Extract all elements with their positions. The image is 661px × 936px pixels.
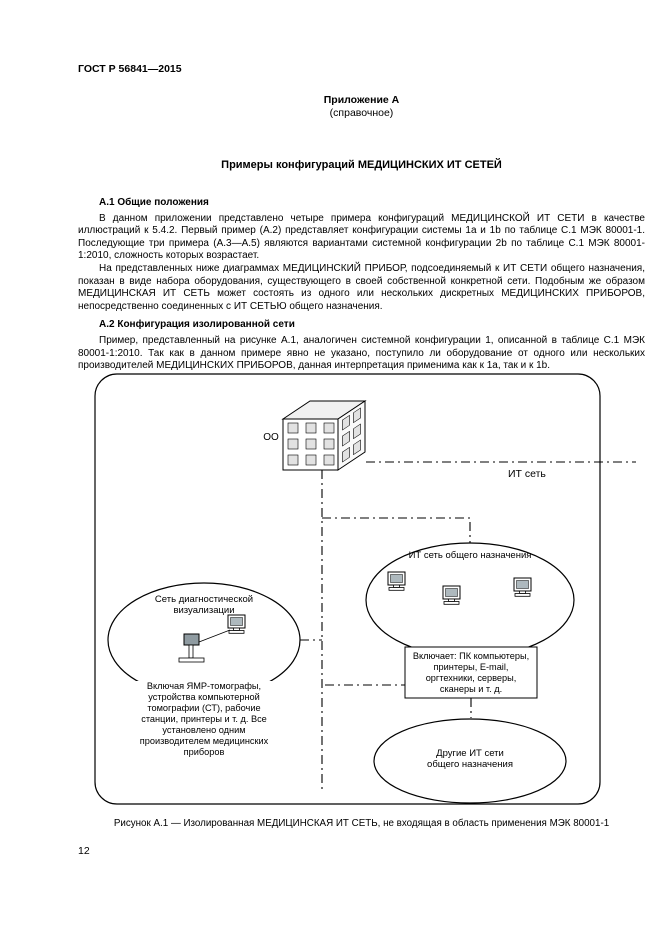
page-title: Примеры конфигураций МЕДИЦИНСКИХ ИТ СЕТЕЙ — [221, 159, 502, 171]
general-network-label: ИТ сеть общего назначения — [408, 550, 532, 561]
building-icon — [283, 401, 365, 470]
other-networks-label: Другие ИТ сети общего назначения — [427, 748, 513, 770]
diagnostic-network-label: Сеть диагностической визуализации — [154, 594, 254, 616]
appendix-type: (справочное) — [329, 107, 394, 119]
computer-icon — [514, 578, 531, 596]
appendix-label: Приложение А — [323, 94, 400, 106]
computer-icon — [228, 615, 245, 633]
section-heading-a1: А.1 Общие положения — [99, 197, 209, 208]
computer-icon — [388, 572, 405, 590]
figure-caption: Рисунок А.1 — Изолированная МЕДИЦИНСКАЯ ИТ СЕТЬ, не входящая в область применения МЭК 80001-1 — [113, 818, 610, 829]
building-label: ОО — [263, 432, 279, 443]
figure-a1 — [78, 372, 645, 810]
page-number: 12 — [78, 845, 90, 857]
body-text — [78, 191, 645, 373]
section-heading-a2: А.2 Конфигурация изолированной сети — [99, 319, 295, 331]
paragraph: На представленных ниже диаграммах МЕДИЦИНСКИЙ ПРИБОР, подсоединяемый к ИТ СЕТИ общего назначения, показан в виде набора оборудования, существующего в своей собственной конкретной сети. Подобным же образом МЕДИЦИНСКАЯ ИТ СЕТЬ может состоять из одного или нескольких дискретных МЕДИЦИНСКИХ ПРИБОРОВ, непосредственно соединенных с ИТ СЕТЬЮ общего назначения. — [78, 262, 645, 312]
document-header: ГОСТ Р 56841—2015 — [78, 63, 182, 75]
paragraph: Пример, представленный на рисунке А.1, аналогичен системной конфигурации 1, описанной в таблице С.1 МЭК 80001-1:2010. Так как в данном примере явно не указано, поступило ли оборудование от одного или нескольких производителей МЕДИЦИНСКИХ ПРИБОРОВ, данная интерпретация применима как к 1a, так и к 1b. — [78, 334, 645, 372]
appendix-block — [78, 94, 645, 120]
diagnostic-note: Включая ЯМР-томографы, устройства компьютерной томографии (СТ), рабочие станции, принтеры и т. д. Все установлено одним производителем медицинских приборов — [134, 681, 274, 758]
general-note: Включает: ПК компьютеры, принтеры, E-mail, оргтехники, серверы, сканеры и т. д. — [412, 651, 530, 694]
it-network-label: ИТ сеть — [508, 468, 546, 480]
paragraph: В данном приложении представлено четыре примера конфигураций МЕДИЦИНСКОЙ ИТ СЕТИ в качестве иллюстраций к 5.4.2. Первый пример (А.2) представляет конфигурации системы 1a и 1b по таблице С.1 МЭК 80001-1. Последующие три примера (А.3—А.5) являются вариантами системной конфигурации 2b по таблице С.1 МЭК 80001-1:2010, сложность которых возрастает. — [78, 212, 645, 262]
computer-icon — [443, 586, 460, 604]
